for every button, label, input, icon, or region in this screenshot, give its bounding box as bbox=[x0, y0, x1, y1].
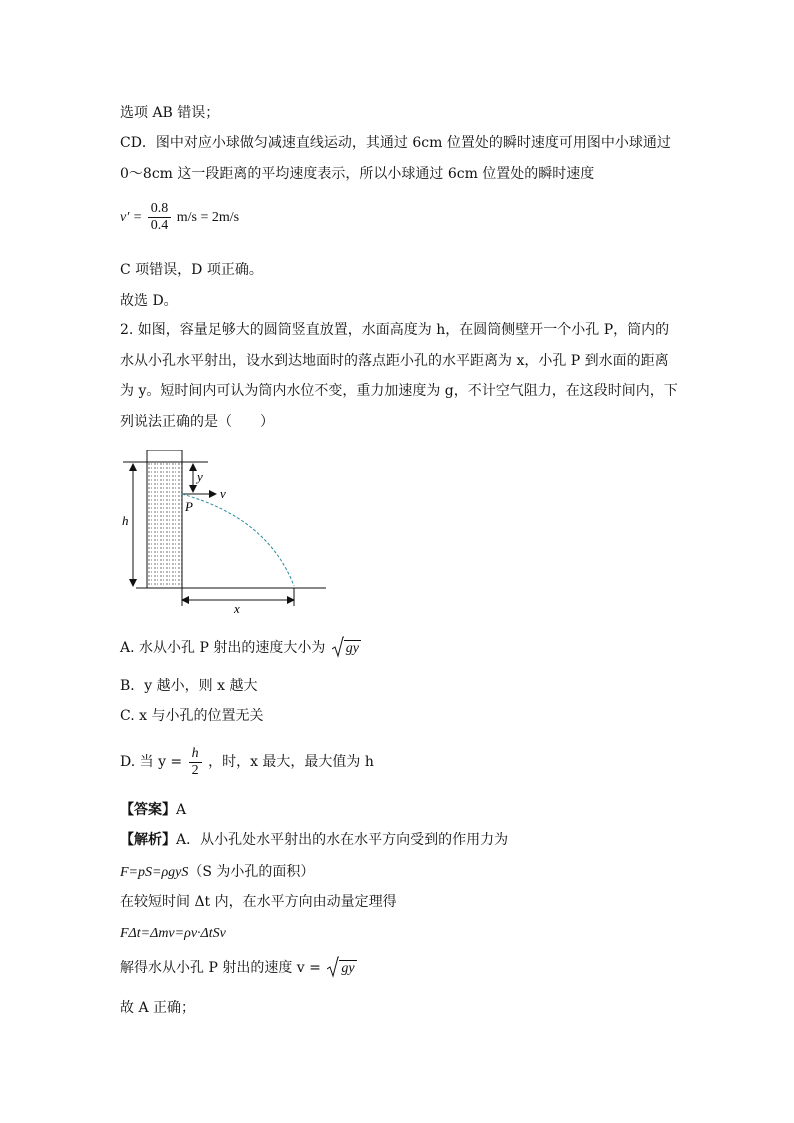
label-y: y bbox=[197, 469, 203, 484]
question-text: 水从小孔水平射出，设水到达地面时的落点距小孔的水平距离为 x，小孔 P 到水面的距离 bbox=[120, 353, 669, 369]
equation: F=pS=ρgyS bbox=[120, 865, 189, 880]
cylinder-diagram bbox=[118, 450, 333, 620]
sqrt-radicand: gy bbox=[341, 961, 355, 976]
fraction-numerator: h bbox=[189, 746, 202, 763]
fraction-denominator: 2 bbox=[191, 762, 199, 778]
analysis-label: 【解析】 bbox=[120, 832, 176, 848]
analysis-text: A．从小孔处水平射出的水在水平方向受到的作用力为 bbox=[176, 832, 509, 848]
option-b: B．y 越小，则 x 越大 bbox=[120, 678, 258, 694]
question-text: 列说法正确的是（ ） bbox=[120, 414, 274, 430]
question-text: 为 y。短时间内可认为筒内水位不变，重力加速度为 g，不计空气阻力，在这段时间内，下 bbox=[120, 383, 678, 399]
label-h: h bbox=[122, 513, 129, 528]
question-text: 2. 如图，容量足够大的圆筒竖直放置，水面高度为 h，在圆筒侧壁开一个小孔 P，筒内的 bbox=[120, 322, 670, 338]
fraction bbox=[189, 746, 202, 779]
equation-line bbox=[120, 862, 314, 883]
text-line: C 项错误，D 项正确。 bbox=[120, 262, 263, 278]
option-d bbox=[120, 744, 374, 780]
answer-line bbox=[120, 800, 186, 820]
analysis-line bbox=[120, 830, 508, 850]
text-line: 故选 D。 bbox=[120, 293, 178, 309]
sqrt-expression bbox=[332, 638, 361, 659]
option-c: C. x 与小孔的位置无关 bbox=[120, 708, 264, 724]
water-trajectory bbox=[182, 494, 294, 586]
text-line: CD．图中对应小球做匀减速直线运动，其通过 6cm 位置处的瞬时速度可用图中小球通过 bbox=[120, 135, 671, 151]
label-p: P bbox=[185, 499, 193, 514]
text-line: 在较短时间 Δt 内，在水平方向由动量定理得 bbox=[120, 894, 397, 910]
result-text: 解得水从小孔 P 射出的速度 v = bbox=[120, 960, 321, 976]
velocity-formula bbox=[120, 200, 239, 236]
formula-rhs: m/s = 2m/s bbox=[176, 210, 240, 225]
fraction-numerator: 0.8 bbox=[148, 201, 172, 218]
fraction bbox=[148, 201, 172, 234]
equation: FΔt=Δmv=ρv·ΔtSv bbox=[120, 926, 226, 941]
sqrt-radicand: gy bbox=[345, 641, 360, 656]
answer-label: 【答案】 bbox=[120, 802, 176, 818]
text-line: 故 A 正确； bbox=[120, 1000, 196, 1016]
water-fill bbox=[147, 462, 182, 588]
option-a-text: A. 水从小孔 P 射出的速度大小为 bbox=[120, 640, 326, 656]
fraction-denominator: 0.4 bbox=[150, 218, 169, 234]
option-d-prefix: D. 当 y = bbox=[120, 754, 183, 770]
result-line bbox=[120, 958, 357, 979]
equation-note: （S 为小孔的面积） bbox=[188, 864, 315, 880]
formula-lhs: v′ = bbox=[120, 210, 143, 225]
text-line: 0～8cm 这一段距离的平均速度表示，所以小球通过 6cm 位置处的瞬时速度 bbox=[120, 166, 595, 182]
option-a bbox=[120, 638, 361, 659]
text-line: 选项 AB 错误； bbox=[120, 105, 220, 121]
sqrt-expression bbox=[327, 958, 356, 979]
answer-value: A bbox=[176, 802, 187, 818]
label-x: x bbox=[234, 601, 240, 616]
option-d-suffix: ，时，x 最大，最大值为 h bbox=[208, 754, 374, 770]
label-v: v bbox=[220, 486, 226, 501]
